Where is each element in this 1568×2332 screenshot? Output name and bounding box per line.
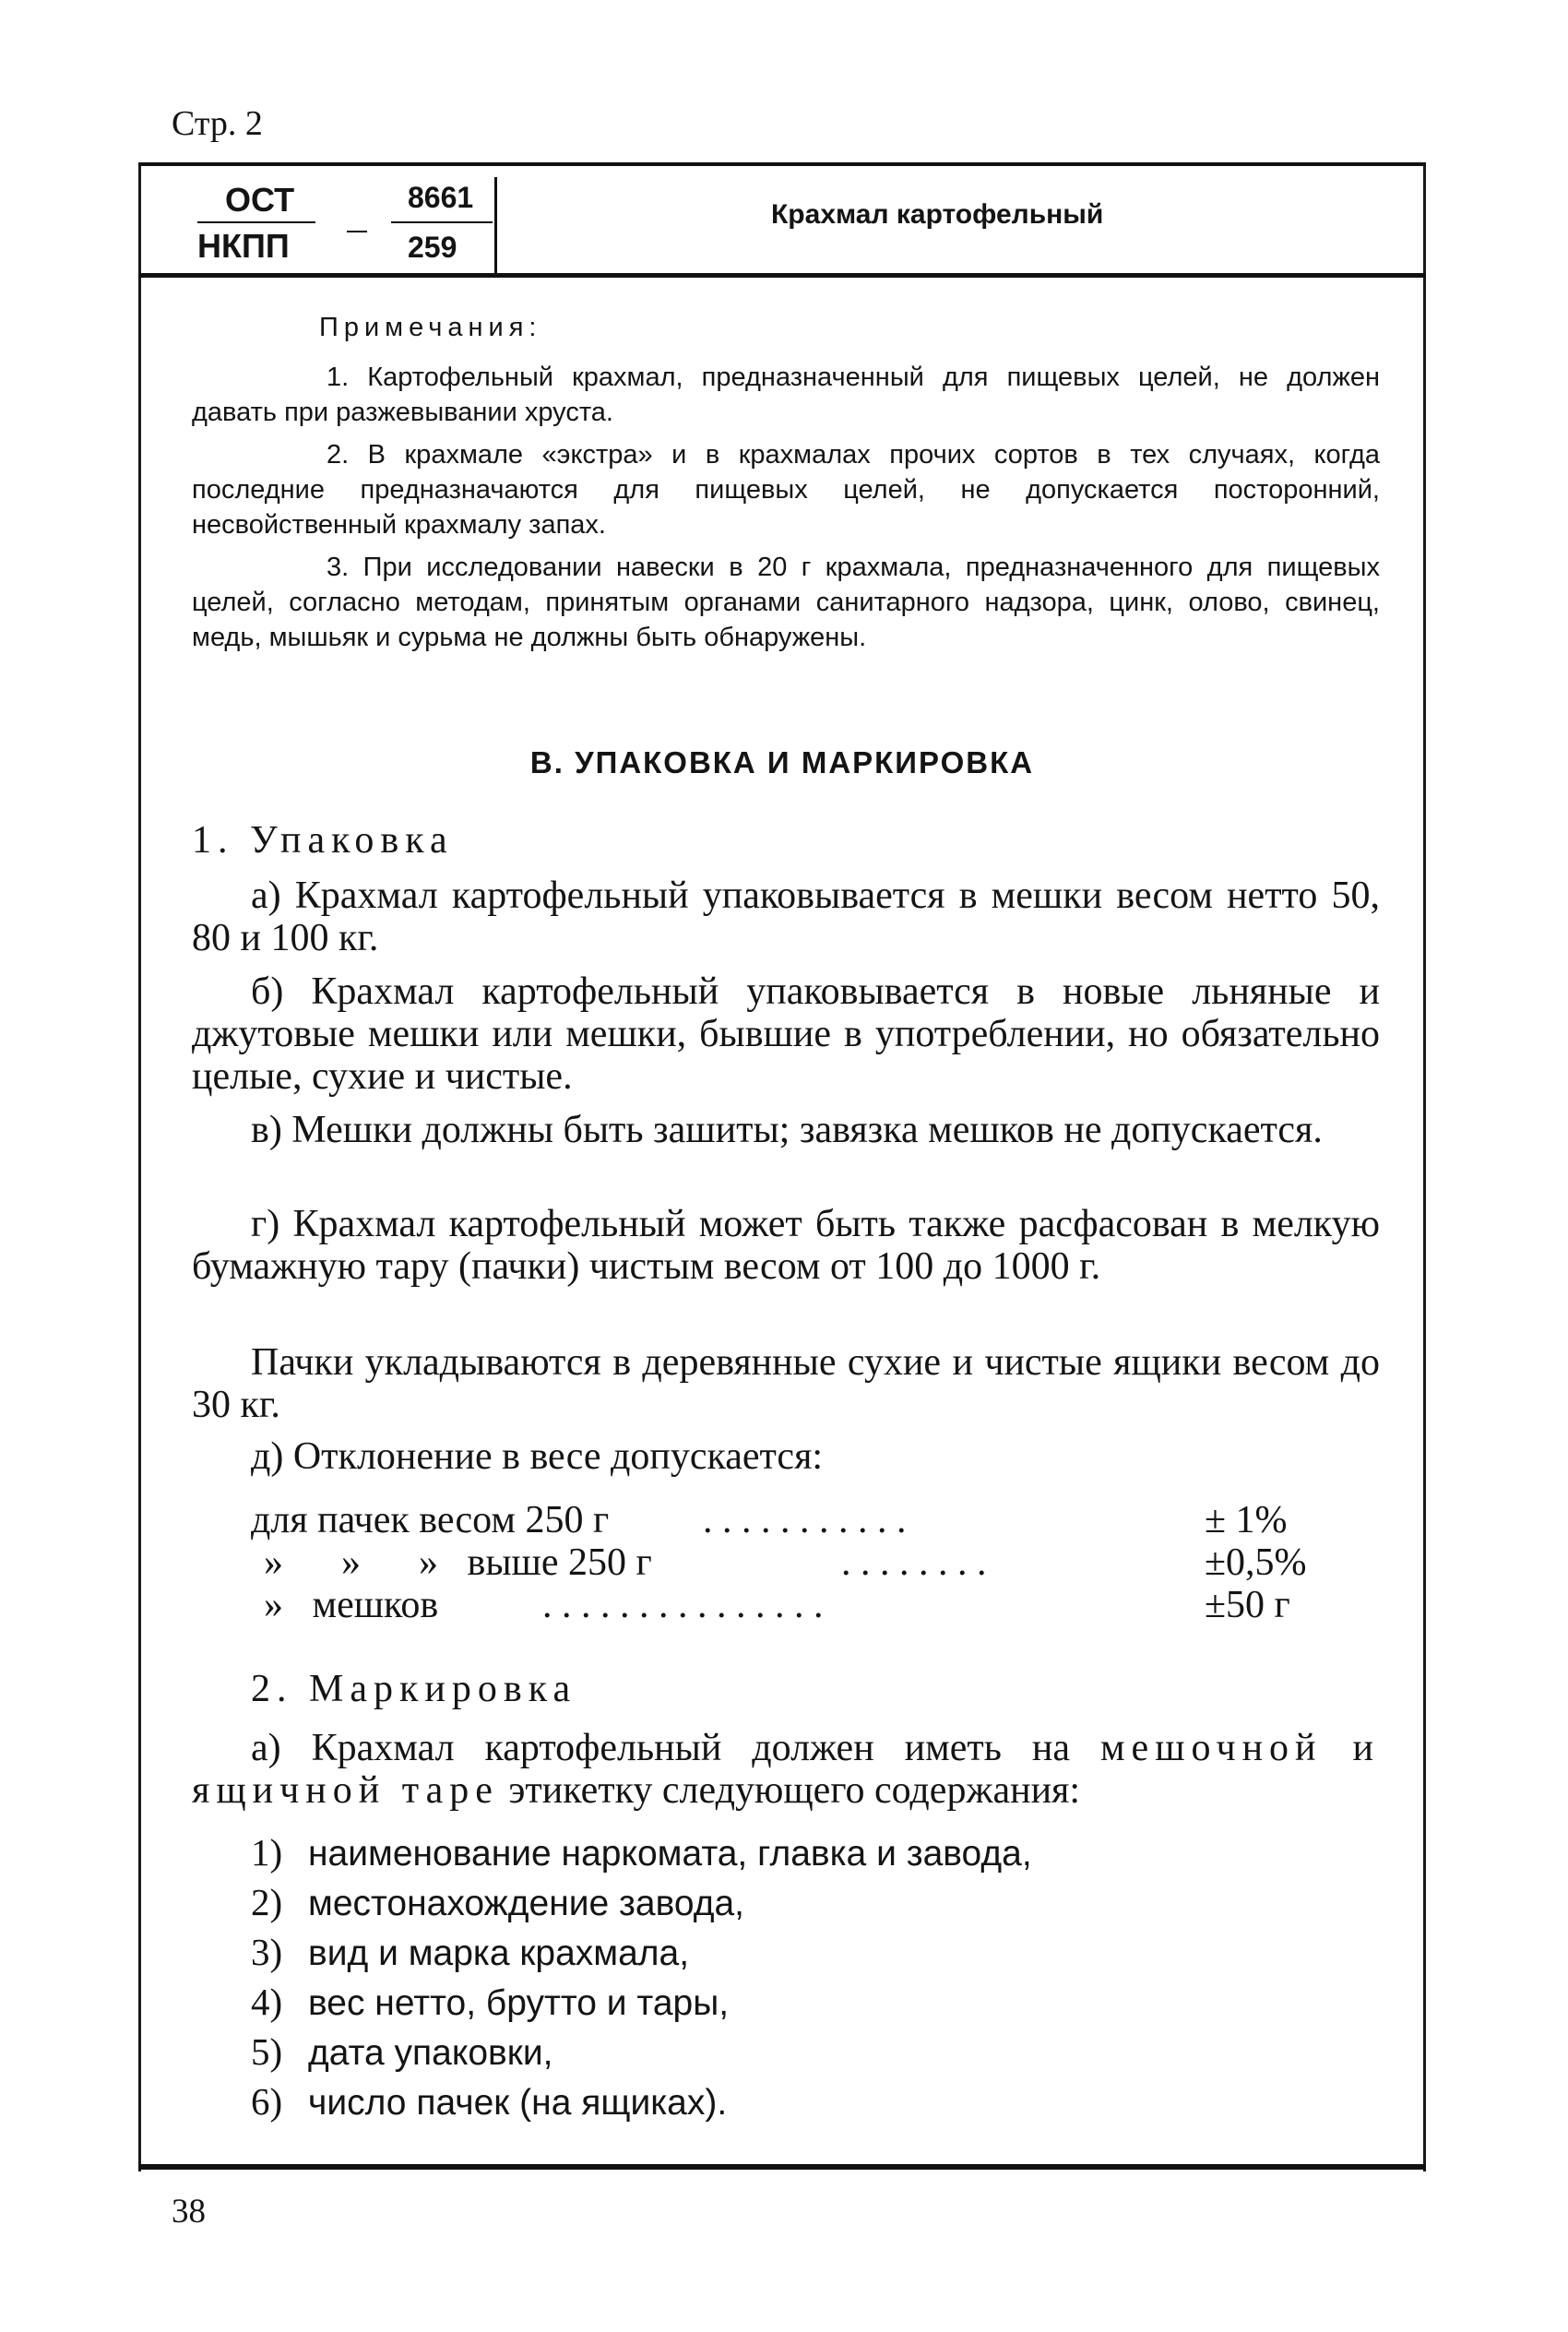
list-item: [251, 1978, 1032, 2028]
marking-list: [251, 1828, 1032, 2127]
tolerance-dots: . . . . . . . . . . . . . . .: [542, 1584, 824, 1626]
page-label: Стр. 2: [172, 104, 263, 143]
note-item: 2. В крахмале «экстра» и в крахмалах прочих сортов в тех случаях, когда последние предназначаются для пищевых целей, не допускается посторонний, несвойственный крахмалу запах.: [192, 440, 1380, 540]
header-divider: [494, 177, 497, 273]
paragraph: д) Отклонение в весе допускается:: [251, 1435, 824, 1478]
list-number: 5): [251, 2030, 283, 2073]
header-title: Крахмал картофельный: [771, 199, 1104, 230]
standard-nkpp: НКПП: [197, 227, 290, 265]
paragraph: Пачки укладываются в деревянные сухие и чистые ящики весом до 30 кг.: [192, 1341, 1380, 1426]
note-item: 1. Картофельный крахмал, предназначенный для пищевых целей, не должен давать при разжевывании хруста.: [192, 363, 1380, 427]
list-text: наименование наркомата, главка и завода,: [308, 1834, 1032, 1874]
frame-top-rule: [138, 162, 1426, 166]
list-text: вес нетто, брутто и тары,: [308, 1983, 730, 2023]
packing-item-d: [192, 1203, 1380, 1288]
notes-heading: Примечания:: [319, 313, 542, 342]
standard-number-bottom: 259: [408, 231, 457, 264]
text-run: этикетку следующего содержания:: [498, 1769, 1081, 1812]
packing-item-c: [192, 1109, 1380, 1151]
paragraph: а) Крахмал картофельный упаковывается в мешки весом нетто 50, 80 и 100 кг.: [192, 874, 1380, 959]
note-item: 3. При исследовании навески в 20 г крахмала, предназначенного для пищевых целей, согласно методам, принятым органами санитарного надзора, цинк, олово, свинец, медь, мышьяк и сурьма не должны быть обнаружены.: [192, 553, 1380, 652]
tolerance-dots: . . . . . . . .: [841, 1541, 987, 1584]
text-run-spaced: и ящичной таре: [192, 1727, 1381, 1812]
tolerance-dots: . . . . . . . . . . .: [703, 1499, 907, 1541]
list-number: 6): [251, 2080, 283, 2123]
tolerance-value: ±0,5%: [1205, 1541, 1307, 1584]
marking-intro: [192, 1727, 1380, 1812]
tolerance-label: » мешков: [264, 1584, 439, 1626]
frame-bottom-rule: [138, 2164, 1426, 2170]
tolerance-value: ±50 г: [1205, 1584, 1290, 1626]
paragraph: б) Крахмал картофельный упаковывается в новые льняные и джутовые мешки или мешки, бывшие в употреблении, но обязательно целые, сухие и чистые.: [192, 970, 1380, 1098]
text-run: а) Крахмал картофельный должен иметь на: [251, 1727, 1100, 1769]
fraction-dash: [347, 231, 367, 232]
header-bottom-rule: [138, 273, 1426, 278]
paragraph: г) Крахмал картофельный может быть также расфасован в мелкую бумажную тару (пачки) чистым весом от 100 до 1000 г.: [192, 1203, 1380, 1288]
list-number: 2): [251, 1881, 283, 1923]
list-text: вид и марка крахмала,: [308, 1933, 690, 1973]
list-item: [251, 2028, 1032, 2077]
list-text: дата упаковки,: [308, 2033, 553, 2073]
list-item: [251, 1828, 1032, 1878]
packing-heading: 1. Упаковка: [192, 819, 454, 862]
list-text: число пачек (на ящиках).: [308, 2083, 728, 2123]
fraction-line-left: [197, 221, 315, 223]
page-number: 38: [172, 2193, 206, 2231]
text-run-spaced: мешочной: [1099, 1727, 1323, 1769]
list-item: [251, 1878, 1032, 1928]
standard-ost: ОСТ: [225, 181, 295, 219]
list-number: 1): [251, 1831, 283, 1874]
tolerance-row: [251, 1541, 1358, 1583]
marking-heading: 2. Маркировка: [251, 1668, 577, 1710]
list-number: 4): [251, 1981, 283, 2023]
packing-boxes: [192, 1341, 1380, 1426]
paragraph: в) Мешки должны быть зашиты; завязка мешков не допускается.: [251, 1109, 1323, 1151]
paragraph: [192, 1727, 1380, 1812]
list-text: местонахождение завода,: [308, 1884, 745, 1923]
packing-item-a: [192, 874, 1380, 959]
tolerance-row: [251, 1583, 1358, 1625]
list-item: [251, 1928, 1032, 1978]
tolerance-label: для пачек весом 250 г: [251, 1499, 610, 1541]
tolerance-row: [251, 1498, 1358, 1541]
tolerance-label: » » » выше 250 г: [264, 1541, 652, 1584]
text-run: [1323, 1727, 1353, 1769]
standard-number-top: 8661: [408, 181, 474, 214]
packing-item-b: [192, 970, 1380, 1098]
tolerance-value: ± 1%: [1205, 1499, 1288, 1541]
list-number: 3): [251, 1931, 283, 1973]
fraction-line-right: [391, 221, 493, 223]
packing-item-e: [192, 1435, 1380, 1478]
frame-right-border: [1423, 162, 1426, 2171]
notes-block: [192, 310, 1380, 662]
frame-left-border: [138, 162, 141, 2171]
section-title: В. УПАКОВКА И МАРКИРОВКА: [529, 745, 1035, 779]
list-item: [251, 2077, 1032, 2127]
